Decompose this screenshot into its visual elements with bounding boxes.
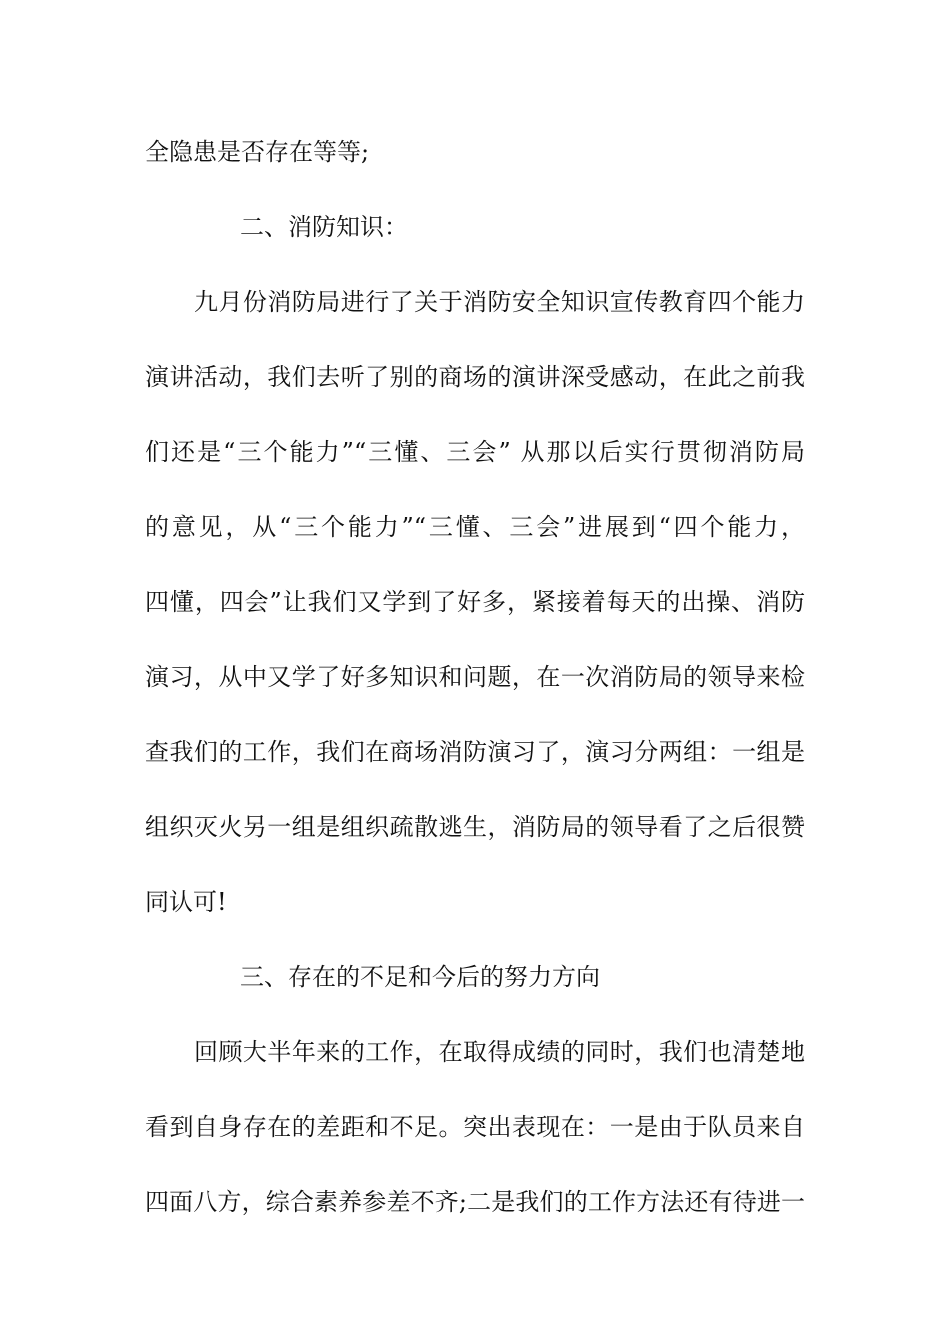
text-line: 的意见，从“三个能力”“三懂、三会”进展到“四个能力， [145,513,805,541]
text-line: 全隐患是否存在等等; [145,138,370,166]
text-line: 四面八方，综合素养参差不齐;二是我们的工作方法还有待进一 [145,1188,805,1216]
text-line: 演习，从中又学了好多知识和问题，在一次消防局的领导来检 [145,663,805,691]
text-line: 九月份消防局进行了关于消防安全知识宣传教育四个能力 [194,288,805,316]
text-line: 同认可! [145,888,227,916]
text-line: 们还是“三个能力”“三懂、三会” 从那以后实行贯彻消防局 [145,438,805,466]
section-heading: 三、存在的不足和今后的努力方向 [240,963,600,991]
text-line: 组织灭火另一组是组织疏散逃生，消防局的领导看了之后很赞 [145,813,805,841]
text-line: 演讲活动，我们去听了别的商场的演讲深受感动，在此之前我 [145,363,805,391]
text-line: 四懂，四会”让我们又学到了好多，紧接着每天的出操、消防 [145,588,805,616]
text-line: 看到自身存在的差距和不足。突出表现在：一是由于队员来自 [145,1113,805,1141]
text-line: 查我们的工作，我们在商场消防演习了，演习分两组：一组是 [145,738,805,766]
section-heading: 二、消防知识： [240,213,408,241]
text-line: 回顾大半年来的工作，在取得成绩的同时，我们也清楚地 [194,1038,805,1066]
